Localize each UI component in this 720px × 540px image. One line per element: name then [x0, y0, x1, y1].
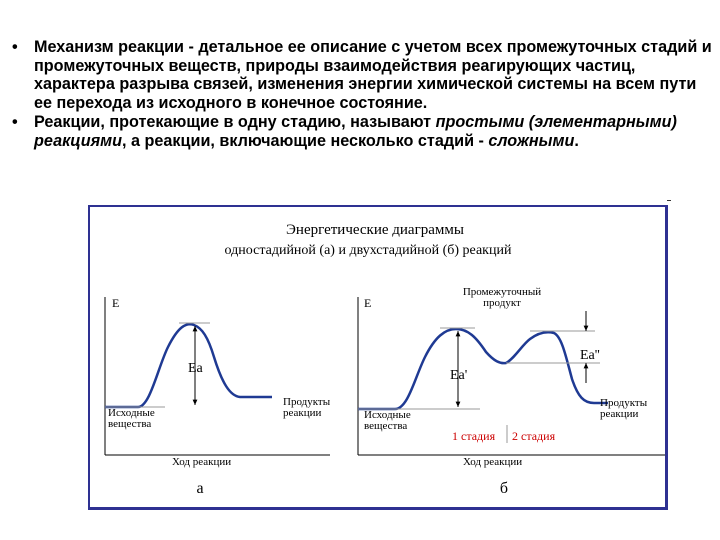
- right-activation1-label: Ea': [450, 368, 468, 383]
- right-energy-curve: [358, 329, 608, 409]
- diagram-two-step: [358, 286, 665, 497]
- bullet-text: Механизм реакции - детальное ее описание с учетом всех промежуточных стадий и промежуточных веществ, природы взаимодействия реагирующих частиц, характера разрыва связей, изменения энергии химической системы на всем пути ее перехода из исходного в конечное состояние.: [34, 38, 712, 112]
- left-x-axis-label: Ход реакции: [172, 456, 232, 468]
- term-complex-reactions: сложными: [488, 131, 575, 150]
- bullet-text-part3: .: [574, 131, 579, 150]
- diagram-title-line1: Энергетические диаграммы: [286, 222, 464, 238]
- left-caption: а: [196, 480, 204, 497]
- bullet-reaction-types: [12, 113, 712, 150]
- right-x-axis-label: Ход реакции: [463, 456, 523, 468]
- left-products-line2: реакции: [283, 407, 322, 419]
- right-caption: б: [499, 480, 509, 497]
- left-products-line1: Продукты: [283, 396, 331, 408]
- stage2-label: 2 стадия: [512, 429, 556, 443]
- energy-diagram-figure: [88, 205, 668, 510]
- intermediate-label-line1: Промежуточный: [462, 286, 542, 298]
- bullet-marker: •: [12, 113, 18, 132]
- energy-diagram-svg: [90, 207, 665, 507]
- bullet-list: [12, 38, 712, 152]
- right-products-line2: реакции: [600, 408, 639, 420]
- right-energy-label: E: [364, 296, 372, 310]
- right-reactants-line1: Исходные: [364, 409, 411, 421]
- left-energy-label: E: [112, 296, 120, 310]
- left-reactants-line2: вещества: [108, 418, 152, 430]
- diagram-one-step: [105, 296, 331, 497]
- bullet-mechanism: [12, 38, 712, 112]
- stage1-label: 1 стадия: [452, 429, 496, 443]
- left-reactants-line1: Исходные: [108, 407, 155, 419]
- right-products-line1: Продукты: [600, 397, 648, 409]
- diagram-title-line2: одностадийной (а) и двухстадийной (б) реакций: [224, 243, 512, 258]
- term-simple-reactions: простыми (элементарными) реакциями: [34, 113, 677, 150]
- left-activation-label: Ea: [188, 361, 203, 376]
- bullet-text-part1: Реакции, протекающие в одну стадию, называют: [34, 113, 436, 132]
- right-activation2-label: Ea'': [580, 348, 600, 363]
- intermediate-label-line2: продукт: [483, 297, 521, 309]
- bullet-text-part2: , а реакции, включающие несколько стадий -: [122, 131, 489, 150]
- bullet-marker: •: [12, 38, 18, 56]
- decorative-dash: [667, 200, 671, 201]
- right-reactants-line2: вещества: [364, 420, 408, 432]
